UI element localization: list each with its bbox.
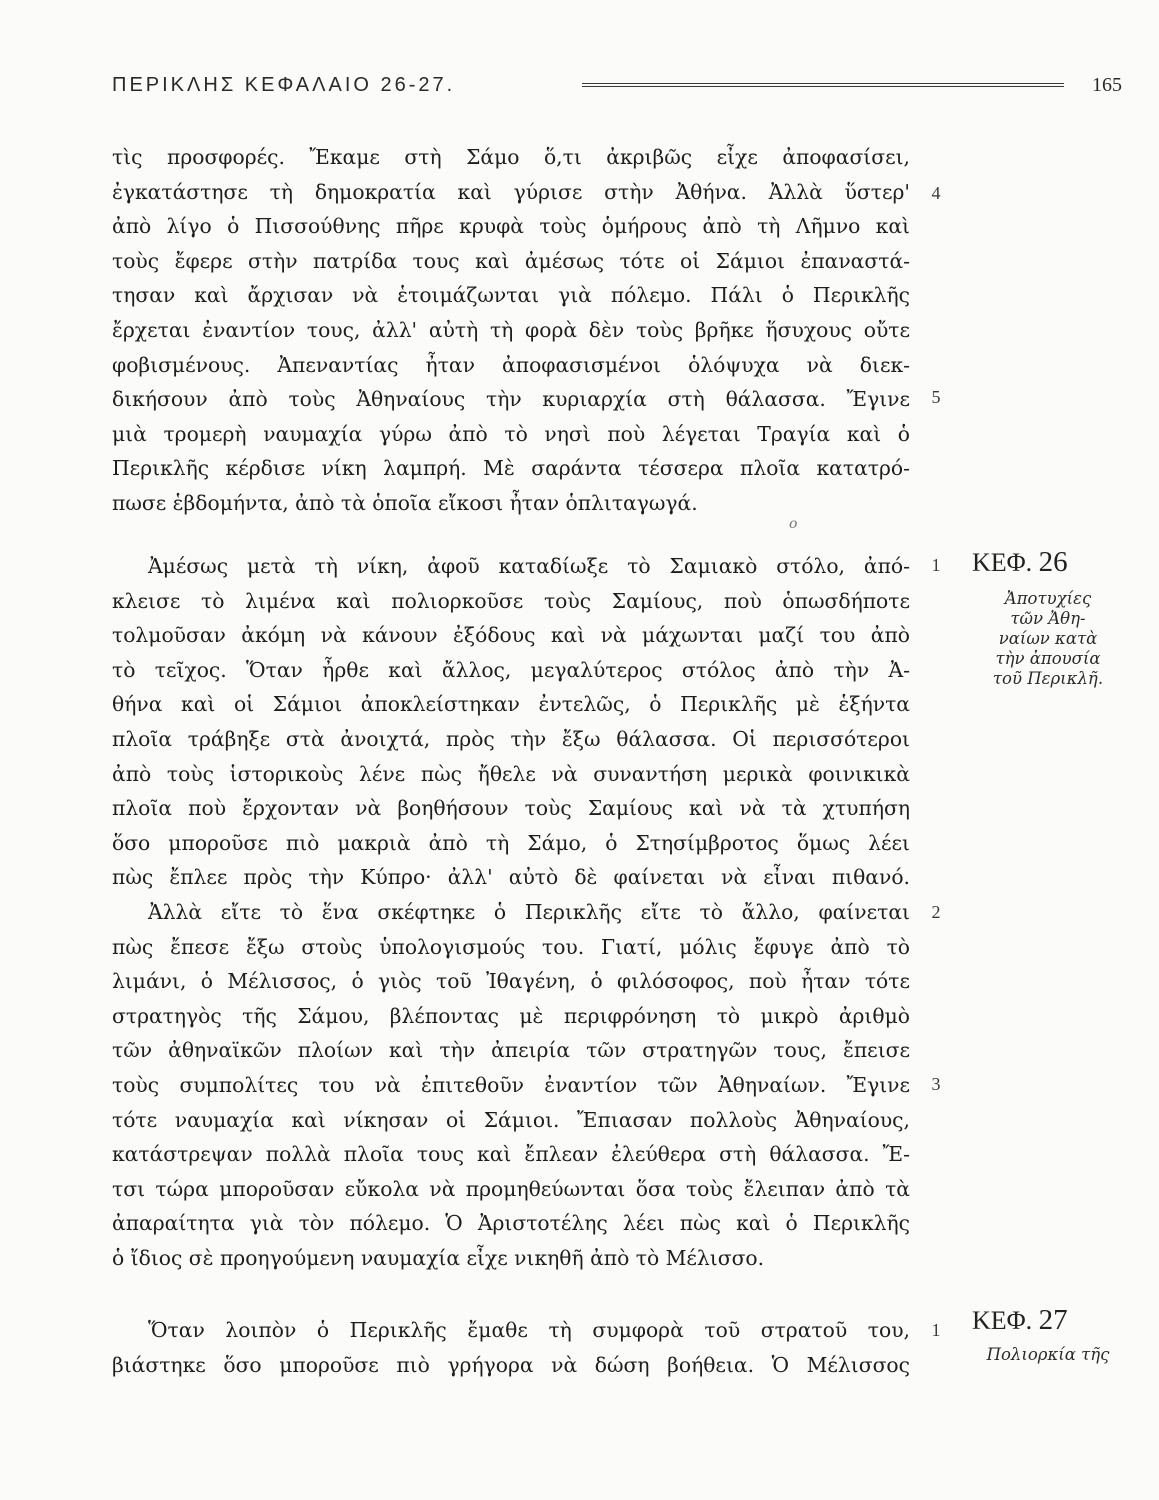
chapter-heading [972,546,1132,579]
chapter-label: ΚΕΦ. [972,1306,1033,1335]
text-line: κατάστρεψαν πολλὰ πλοῖα τους καὶ ἔπλεαν ἐλεύθερα στὴ θάλασσα. Ἔ- [112,1142,910,1167]
text-block-2 [112,549,910,1275]
header-double-rule [582,83,1064,91]
text-line: βιάστηκε ὅσο μποροῦσε πιὸ γρήγορα νὰ δώση βοήθεια. Ὁ Μέλισσος [112,1352,910,1377]
text-line: τοὺς ἔφερε στὴν πατρίδα τους καὶ ἀμέσως τότε οἱ Σάμιοι ἐπαναστά- [112,248,910,273]
margin-line-number: 2 [931,902,941,922]
text-line: τσι τώρα μποροῦσαν εὔκολα νὰ προμηθεύωνται ὅσα τοὺς ἔλειπαν ἀπὸ τὰ [112,1176,910,1201]
text-line: θήνα καὶ οἱ Σάμιοι ἀποκλείστηκαν ἐντελῶς, ὁ Περικλῆς μὲ ἑξήντα [112,692,910,717]
text-line: τὸ τεῖχος. Ὅταν ἦρθε καὶ ἄλλος, μεγαλύτερος στόλος ἀπὸ τὴν Ἀ- [112,657,910,682]
margin-line-number: 1 [931,1320,941,1340]
text-line: τοὺς συμπολίτες του νὰ ἐπιτεθοῦν ἐναντίον τῶν Ἀθηναίων. Ἔγινε [112,1072,910,1097]
summary-line: Ἀποτυχίες [1004,589,1092,608]
text-line: κλεισε τὸ λιμένα καὶ πολιορκοῦσε τοὺς Σαμίους, ποὺ ὁπωσδήποτε [112,588,910,613]
text-line: ἀπὸ λίγο ὁ Πισσούθνης πῆρε κρυφὰ τοὺς ὁμήρους ἀπὸ τὴ Λῆμνο καὶ [112,214,910,239]
summary-line: τὴν ἀπουσία [995,649,1101,668]
margin-line-number: 5 [931,387,941,407]
text-line: πὼς ἔπεσε ἔξω στοὺς ὑπολογισμούς του. Γιατί, μόλις ἔφυγε ἀπὸ τὸ [112,934,910,959]
margin-line-number: 3 [931,1074,941,1094]
chapter-number: 26 [1038,546,1068,578]
text-line: ὁ ἴδιος σὲ προηγούμενη ναυμαχία εἶχε νικηθῆ ἀπὸ τὸ Μέλισσο. [112,1245,765,1270]
text-line: λιμάνι, ὁ Μέλισσος, ὁ γιὸς τοῦ Ἰθαγένη, ὁ φιλόσοφος, ποὺ ἦταν τότε [112,969,910,994]
text-line: ἀπὸ τοὺς ἱστορικοὺς λένε πὼς ἤθελε νὰ συναντήση μερικὰ φοινικικὰ [112,761,910,786]
text-line: φοβισμένους. Ἀπεναντίας ἦταν ἀποφασισμένοι ὁλόψυχα νὰ διεκ- [112,352,910,377]
chapter-summary [972,589,1124,689]
summary-line: τοῦ Περικλῆ. [992,669,1104,688]
text-line: πλοῖα ποὺ ἔρχονταν νὰ βοηθήσουν τοὺς Σαμίους καὶ νὰ τὰ χτυπήση [112,796,910,821]
summary-line: τῶν Ἀθη- [1010,609,1086,628]
page-number: 165 [1092,74,1122,96]
text-block-1 [112,140,910,521]
text-line: ἀπαραίτητα γιὰ τὸν πόλεμο. Ὁ Ἀριστοτέλης λέει πὼς καὶ ὁ Περικλῆς [112,1211,910,1236]
text-line: ὅσο μποροῦσε πιὸ μακριὰ ἀπὸ τὴ Σάμο, ὁ Στησίμβροτος ὅμως λέει [112,830,910,855]
header-title: ΠΕΡΙΚΛΗΣ ΚΕΦΑΛΑΙΟ 26-27. [112,74,456,96]
text-line: τὶς προσφορές. Ἔκαμε στὴ Σάμο ὅ,τι ἀκριβῶς εἶχε ἀποφασίσει, [112,145,910,169]
text-line: Ἀλλὰ εἴτε τὸ ἕνα σκέφτηκε ὁ Περικλῆς εἴτε τὸ ἄλλο, φαίνεται [148,899,910,924]
chapter-label: ΚΕΦ. [972,548,1033,577]
chapter-number: 27 [1038,1304,1068,1336]
text-block-3 [112,1313,910,1382]
text-line: Περικλῆς κέρδισε νίκη λαμπρή. Μὲ σαράντα τέσσερα πλοῖα κατατρό- [112,456,910,481]
text-line: τότε ναυμαχία καὶ νίκησαν οἱ Σάμιοι. Ἔπιασαν πολλοὺς Ἀθηναίους, [112,1107,910,1132]
chapter-26-sidenote [972,546,1132,689]
chapter-summary [972,1345,1124,1365]
text-line: ἐγκατάστησε τὴ δημοκρατία καὶ γύρισε στὴν Ἀθήνα. Ἀλλὰ ὕστερ' [112,179,910,204]
margin-line-number: 1 [931,555,941,575]
text-line: Ἀμέσως μετὰ τὴ νίκη, ἀφοῦ καταδίωξε τὸ Σαμιακὸ στόλο, ἀπό- [148,554,910,578]
text-line: μιὰ τρομερὴ ναυμαχία γύρω ἀπὸ τὸ νησὶ ποὺ λέγεται Τραγία καὶ ὁ [112,421,910,446]
text-line: τῶν ἀθηναϊκῶν πλοίων καὶ τὴν ἀπειρία τῶν στρατηγῶν τους, ἔπεισε [112,1038,910,1063]
running-header [112,74,1122,106]
text-line: ἔρχεται ἐναντίον τους, ἀλλ' αὐτὴ τὴ φορὰ δὲν τοὺς βρῆκε ἥσυχους οὔτε [112,317,910,342]
chapter-27-sidenote [972,1304,1132,1365]
summary-line: ναίων κατὰ [998,629,1098,648]
chapter-heading [972,1304,1132,1337]
text-line: δικήσουν ἀπὸ τοὺς Ἀθηναίους τὴν κυριαρχία στὴ θάλασσα. Ἔγινε [112,387,910,412]
text-line: στρατηγὸς τῆς Σάμου, βλέποντας μὲ περιφρόνηση τὸ μικρὸ ἀριθμὸ [112,1003,910,1028]
text-line: πλοῖα τράβηξε στὰ ἀνοιχτά, πρὸς τὴν ἔξω θάλασσα. Οἱ περισσότεροι [112,726,910,751]
text-line: τησαν καὶ ἄρχισαν νὰ ἑτοιμάζωνται γιὰ πόλεμο. Πάλι ὁ Περικλῆς [112,283,910,308]
text-line: τολμοῦσαν ἀκόμη νὰ κάνουν ἐξόδους καὶ νὰ μάχωνται μαζί του ἀπὸ [112,623,910,648]
summary-line: Πολιορκία τῆς [986,1345,1110,1364]
text-line: πωσε ἑβδομήντα, ἀπὸ τὰ ὁποῖα εἴκοσι ἦταν ὁπλιταγωγά. [112,490,698,515]
text-line: Ὅταν λοιπὸν ὁ Περικλῆς ἔμαθε τὴ συμφορὰ τοῦ στρατοῦ του, [148,1318,910,1342]
stray-mark: ο [789,516,798,532]
text-line: πὼς ἔπλεε πρὸς τὴν Κύπρο· ἀλλ' αὐτὸ δὲ φαίνεται νὰ εἶναι πιθανό. [112,865,910,890]
margin-line-number: 4 [931,183,941,203]
